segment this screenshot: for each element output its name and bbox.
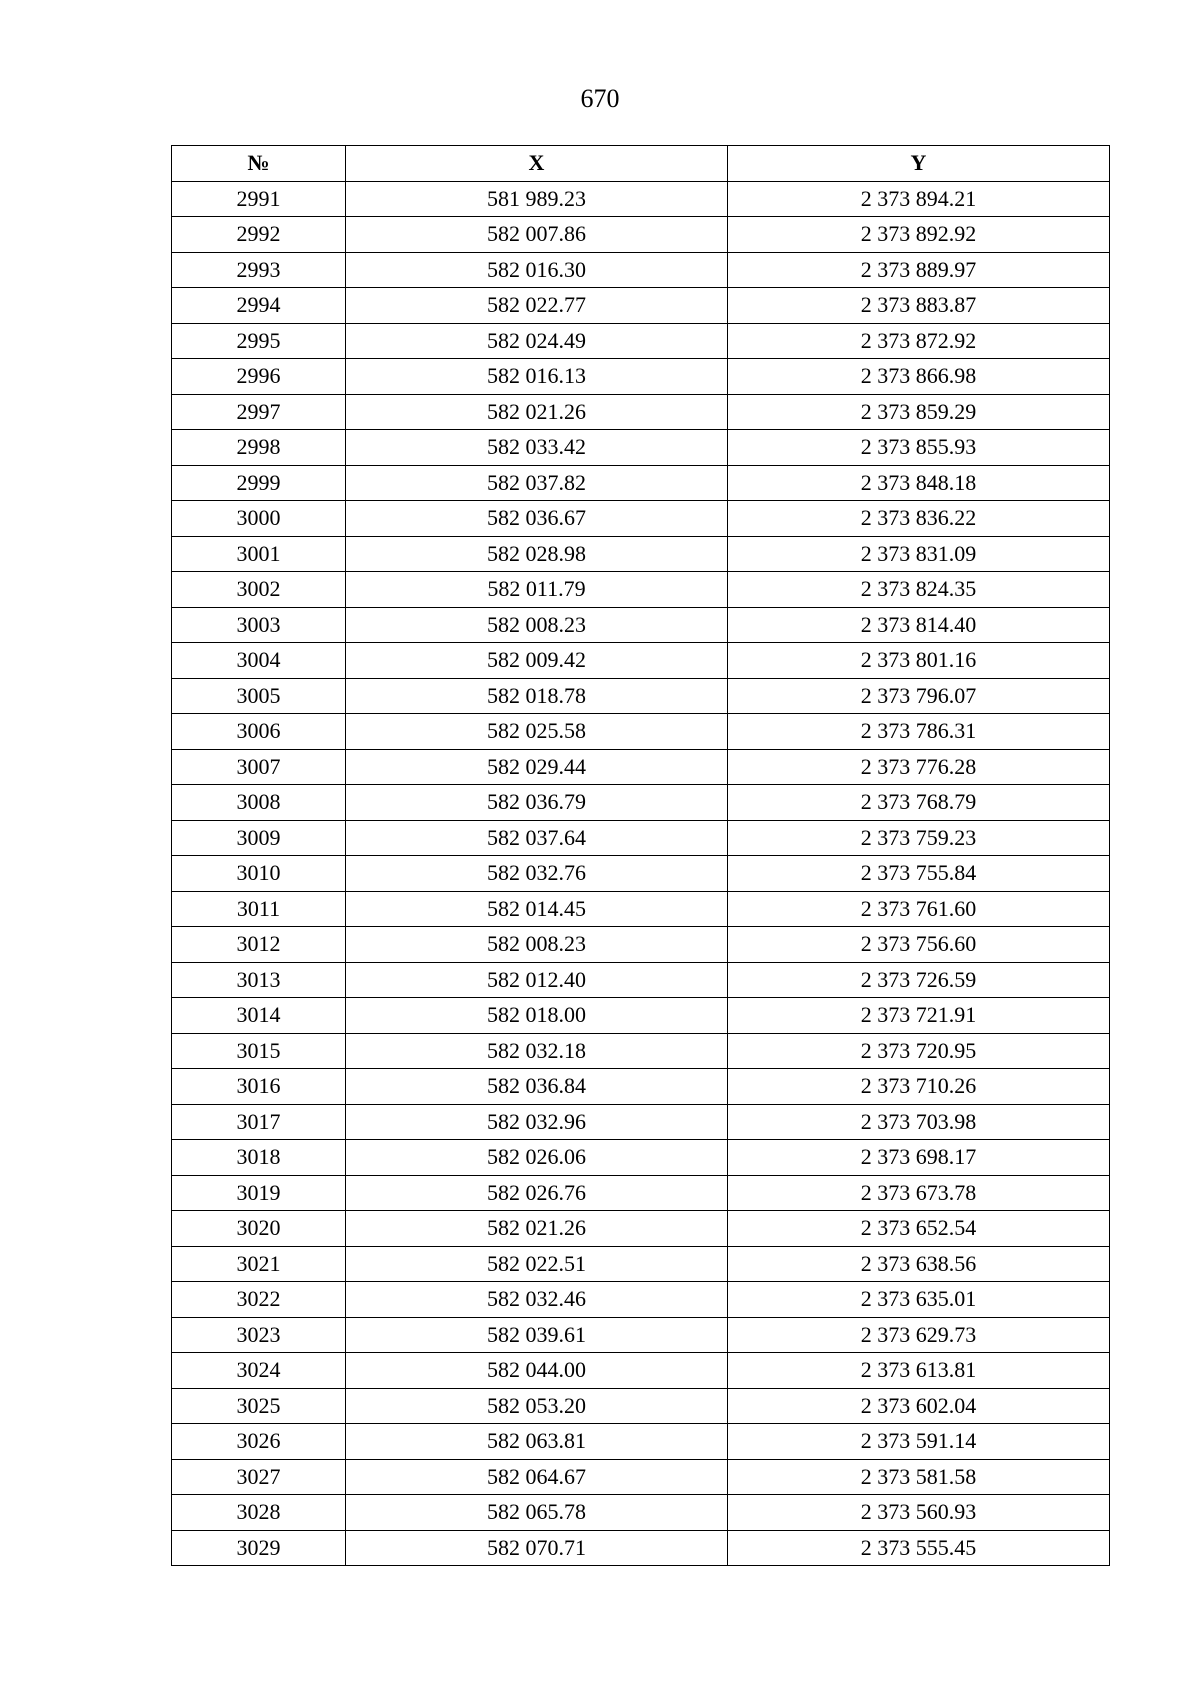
cell-number: 3022: [172, 1282, 346, 1318]
cell-y: 2 373 673.78: [728, 1175, 1110, 1211]
cell-x: 582 065.78: [346, 1495, 728, 1531]
cell-y: 2 373 613.81: [728, 1353, 1110, 1389]
cell-number: 2995: [172, 323, 346, 359]
cell-y: 2 373 814.40: [728, 607, 1110, 643]
cell-x: 582 053.20: [346, 1388, 728, 1424]
table-row: [172, 430, 1110, 466]
cell-y: 2 373 889.97: [728, 252, 1110, 288]
header-y: Y: [728, 146, 1110, 182]
cell-y: 2 373 801.16: [728, 643, 1110, 679]
cell-y: 2 373 894.21: [728, 181, 1110, 217]
cell-y: 2 373 635.01: [728, 1282, 1110, 1318]
cell-x: 582 026.76: [346, 1175, 728, 1211]
cell-number: 3017: [172, 1104, 346, 1140]
cell-number: 3008: [172, 785, 346, 821]
cell-y: 2 373 796.07: [728, 678, 1110, 714]
cell-x: 582 036.67: [346, 501, 728, 537]
cell-x: 582 022.51: [346, 1246, 728, 1282]
cell-number: 2996: [172, 359, 346, 395]
table-row: [172, 1033, 1110, 1069]
table-row: [172, 288, 1110, 324]
table-row: [172, 927, 1110, 963]
table-row: [172, 252, 1110, 288]
page-number: 670: [580, 84, 620, 113]
cell-x: 581 989.23: [346, 181, 728, 217]
cell-number: 3015: [172, 1033, 346, 1069]
cell-x: 582 064.67: [346, 1459, 728, 1495]
cell-y: 2 373 883.87: [728, 288, 1110, 324]
table-row: [172, 1140, 1110, 1176]
cell-x: 582 016.30: [346, 252, 728, 288]
cell-x: 582 063.81: [346, 1424, 728, 1460]
cell-number: 2998: [172, 430, 346, 466]
cell-x: 582 021.26: [346, 1211, 728, 1247]
cell-number: 3002: [172, 572, 346, 608]
cell-x: 582 008.23: [346, 607, 728, 643]
cell-number: 2997: [172, 394, 346, 430]
table-row: [172, 181, 1110, 217]
table-row: [172, 1530, 1110, 1566]
cell-number: 2999: [172, 465, 346, 501]
cell-number: 3003: [172, 607, 346, 643]
cell-x: 582 037.82: [346, 465, 728, 501]
table-row: [172, 1282, 1110, 1318]
table-row: [172, 856, 1110, 892]
table-row: [172, 643, 1110, 679]
cell-y: 2 373 855.93: [728, 430, 1110, 466]
cell-number: 3027: [172, 1459, 346, 1495]
table-row: [172, 1246, 1110, 1282]
table-row: [172, 323, 1110, 359]
cell-number: 3021: [172, 1246, 346, 1282]
table-row: [172, 501, 1110, 537]
cell-y: 2 373 755.84: [728, 856, 1110, 892]
table-row: [172, 1175, 1110, 1211]
cell-x: 582 012.40: [346, 962, 728, 998]
cell-x: 582 036.84: [346, 1069, 728, 1105]
cell-y: 2 373 560.93: [728, 1495, 1110, 1531]
table-row: [172, 785, 1110, 821]
table-row: [172, 217, 1110, 253]
cell-x: 582 021.26: [346, 394, 728, 430]
cell-x: 582 025.58: [346, 714, 728, 750]
cell-x: 582 008.23: [346, 927, 728, 963]
cell-x: 582 070.71: [346, 1530, 728, 1566]
cell-number: 3018: [172, 1140, 346, 1176]
cell-y: 2 373 831.09: [728, 536, 1110, 572]
cell-number: 3028: [172, 1495, 346, 1531]
cell-number: 2991: [172, 181, 346, 217]
cell-y: 2 373 638.56: [728, 1246, 1110, 1282]
table-row: [172, 1317, 1110, 1353]
table-row: [172, 1353, 1110, 1389]
table-row: [172, 572, 1110, 608]
table-row: [172, 1104, 1110, 1140]
cell-number: 2994: [172, 288, 346, 324]
cell-number: 3026: [172, 1424, 346, 1460]
header-x: X: [346, 146, 728, 182]
cell-x: 582 011.79: [346, 572, 728, 608]
cell-y: 2 373 698.17: [728, 1140, 1110, 1176]
cell-x: 582 032.96: [346, 1104, 728, 1140]
cell-x: 582 022.77: [346, 288, 728, 324]
cell-y: 2 373 720.95: [728, 1033, 1110, 1069]
cell-y: 2 373 591.14: [728, 1424, 1110, 1460]
cell-y: 2 373 776.28: [728, 749, 1110, 785]
cell-number: 3000: [172, 501, 346, 537]
table-row: [172, 749, 1110, 785]
cell-x: 582 039.61: [346, 1317, 728, 1353]
table-row: [172, 891, 1110, 927]
cell-y: 2 373 629.73: [728, 1317, 1110, 1353]
cell-x: 582 028.98: [346, 536, 728, 572]
cell-y: 2 373 756.60: [728, 927, 1110, 963]
cell-number: 3007: [172, 749, 346, 785]
cell-number: 3024: [172, 1353, 346, 1389]
cell-x: 582 014.45: [346, 891, 728, 927]
cell-x: 582 032.18: [346, 1033, 728, 1069]
cell-x: 582 033.42: [346, 430, 728, 466]
cell-number: 3013: [172, 962, 346, 998]
table-row: [172, 607, 1110, 643]
coordinates-table: [171, 145, 1110, 1566]
cell-number: 3020: [172, 1211, 346, 1247]
cell-x: 582 009.42: [346, 643, 728, 679]
cell-y: 2 373 710.26: [728, 1069, 1110, 1105]
cell-x: 582 007.86: [346, 217, 728, 253]
table-row: [172, 359, 1110, 395]
cell-y: 2 373 768.79: [728, 785, 1110, 821]
cell-number: 3014: [172, 998, 346, 1034]
cell-number: 3011: [172, 891, 346, 927]
cell-number: 3005: [172, 678, 346, 714]
table-body: [172, 181, 1110, 1566]
cell-x: 582 032.76: [346, 856, 728, 892]
cell-x: 582 024.49: [346, 323, 728, 359]
table-row: [172, 1388, 1110, 1424]
cell-y: 2 373 872.92: [728, 323, 1110, 359]
cell-x: 582 016.13: [346, 359, 728, 395]
header-number: №: [172, 146, 346, 182]
cell-x: 582 044.00: [346, 1353, 728, 1389]
table-row: [172, 678, 1110, 714]
table-row: [172, 1211, 1110, 1247]
cell-number: 2993: [172, 252, 346, 288]
cell-x: 582 029.44: [346, 749, 728, 785]
table-row: [172, 465, 1110, 501]
table-row: [172, 1424, 1110, 1460]
cell-number: 3029: [172, 1530, 346, 1566]
table-row: [172, 1459, 1110, 1495]
cell-x: 582 018.78: [346, 678, 728, 714]
cell-y: 2 373 866.98: [728, 359, 1110, 395]
cell-y: 2 373 824.35: [728, 572, 1110, 608]
cell-number: 3004: [172, 643, 346, 679]
cell-y: 2 373 721.91: [728, 998, 1110, 1034]
cell-number: 3016: [172, 1069, 346, 1105]
cell-y: 2 373 786.31: [728, 714, 1110, 750]
cell-number: 3010: [172, 856, 346, 892]
cell-number: 3023: [172, 1317, 346, 1353]
cell-y: 2 373 602.04: [728, 1388, 1110, 1424]
cell-y: 2 373 848.18: [728, 465, 1110, 501]
table-row: [172, 1495, 1110, 1531]
cell-y: 2 373 581.58: [728, 1459, 1110, 1495]
cell-y: 2 373 892.92: [728, 217, 1110, 253]
cell-x: 582 018.00: [346, 998, 728, 1034]
cell-number: 3009: [172, 820, 346, 856]
cell-number: 2992: [172, 217, 346, 253]
table-row: [172, 394, 1110, 430]
cell-y: 2 373 859.29: [728, 394, 1110, 430]
table-row: [172, 998, 1110, 1034]
cell-x: 582 026.06: [346, 1140, 728, 1176]
cell-number: 3012: [172, 927, 346, 963]
table-row: [172, 962, 1110, 998]
table-header-row: [172, 146, 1110, 182]
cell-y: 2 373 836.22: [728, 501, 1110, 537]
cell-number: 3001: [172, 536, 346, 572]
cell-y: 2 373 555.45: [728, 1530, 1110, 1566]
cell-x: 582 032.46: [346, 1282, 728, 1318]
cell-number: 3019: [172, 1175, 346, 1211]
table-row: [172, 536, 1110, 572]
cell-y: 2 373 759.23: [728, 820, 1110, 856]
cell-y: 2 373 703.98: [728, 1104, 1110, 1140]
table-row: [172, 1069, 1110, 1105]
cell-y: 2 373 652.54: [728, 1211, 1110, 1247]
table-row: [172, 820, 1110, 856]
table-row: [172, 714, 1110, 750]
cell-number: 3025: [172, 1388, 346, 1424]
cell-y: 2 373 761.60: [728, 891, 1110, 927]
cell-y: 2 373 726.59: [728, 962, 1110, 998]
cell-number: 3006: [172, 714, 346, 750]
cell-x: 582 036.79: [346, 785, 728, 821]
cell-x: 582 037.64: [346, 820, 728, 856]
